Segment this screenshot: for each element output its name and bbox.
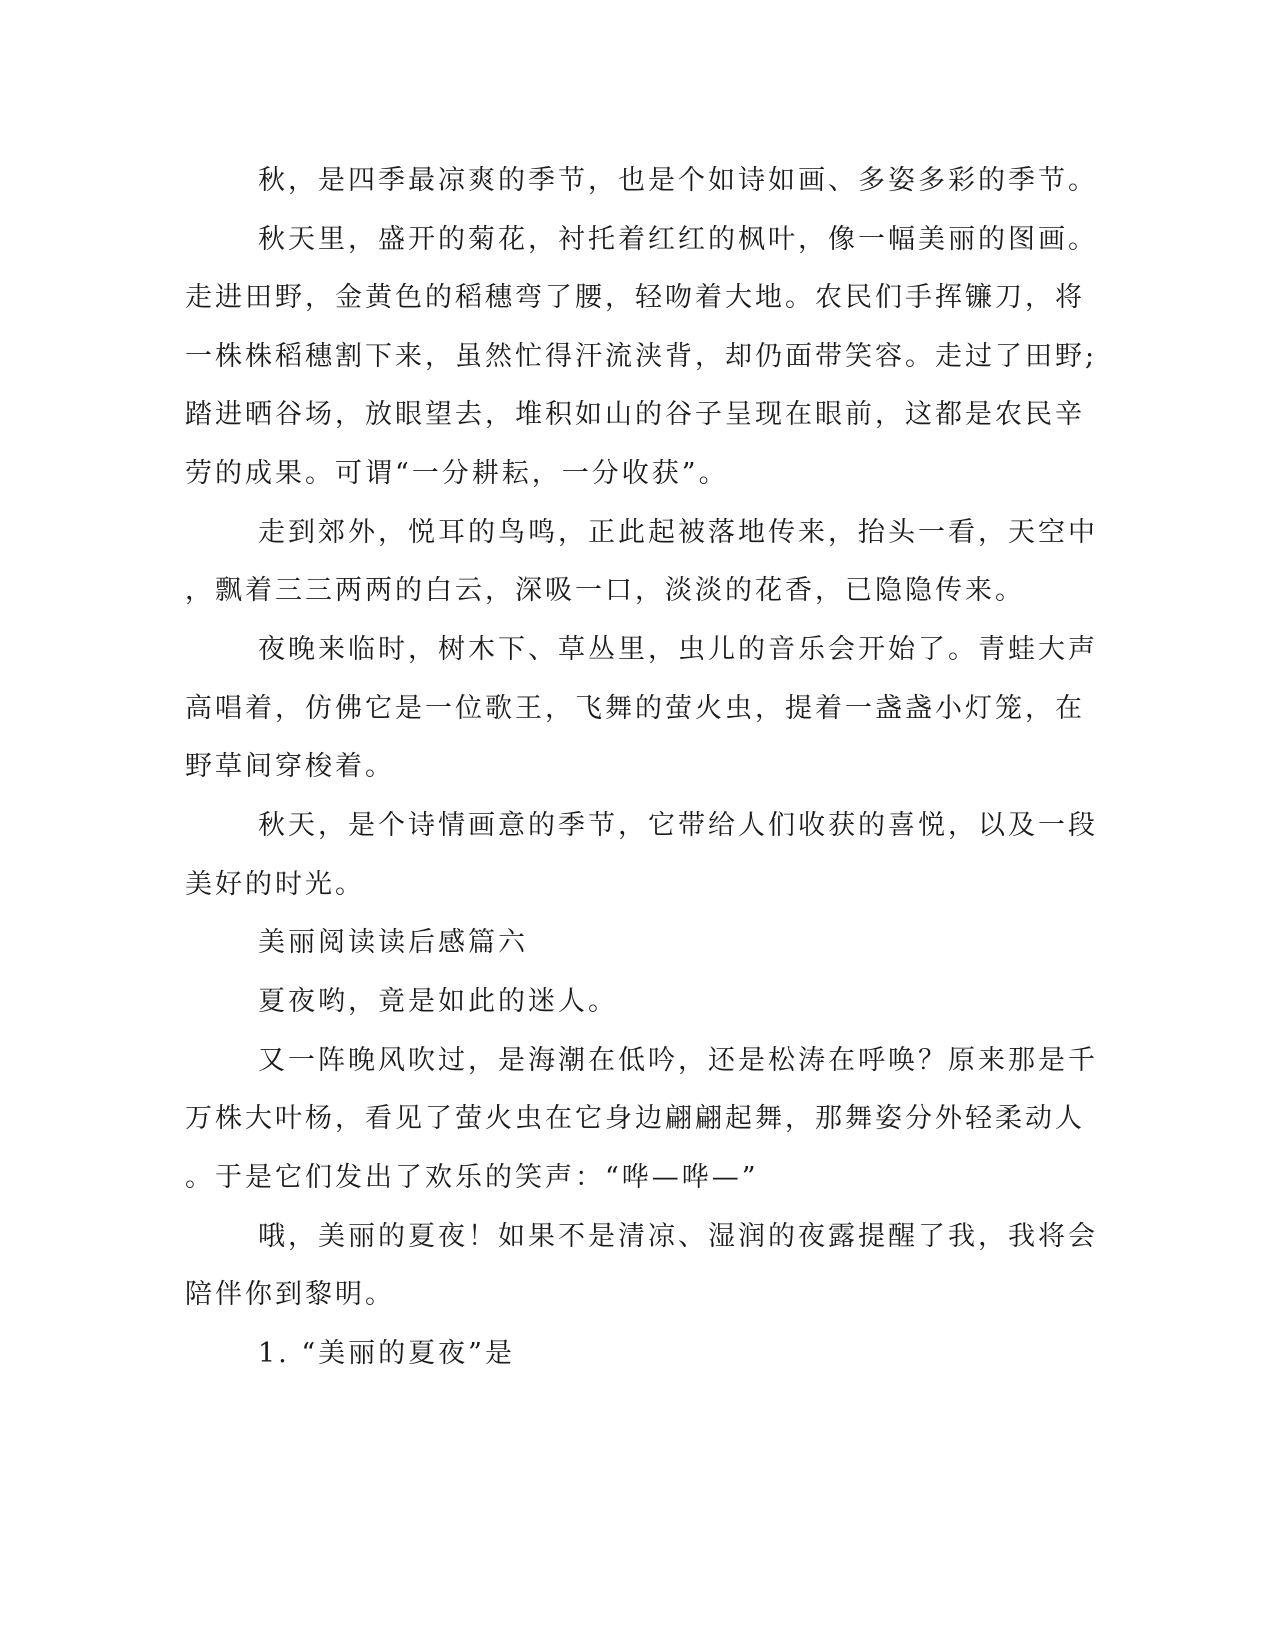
paragraph-line: 走进田野，金黄色的稻穗弯了腰，轻吻着大地。农民们手挥镰刀，将 [185, 282, 1085, 313]
paragraph-line: 秋，是四季最凉爽的季节，也是个如诗如画、多姿多彩的季节。 [258, 165, 1098, 196]
paragraph-line: 陪伴你到黎明。 [185, 1279, 395, 1310]
paragraph-line: 。于是它们发出了欢乐的笑声：“哗—哗—” [185, 1162, 759, 1193]
paragraph-line: 秋天，是个诗情画意的季节，它带给人们收获的喜悦，以及一段 [258, 810, 1098, 841]
paragraph-line: 又一阵晚风吹过，是海潮在低吟，还是松涛在呼唤？原来那是千 [258, 1045, 1098, 1076]
paragraph-line: 万株大叶杨，看见了萤火虫在它身边翩翩起舞，那舞姿分外轻柔动人 [185, 1103, 1085, 1134]
paragraph-line: 夜晚来临时，树木下、草丛里，虫儿的音乐会开始了。青蛙大声 [258, 634, 1098, 665]
paragraph-line: 夏夜哟，竟是如此的迷人。 [258, 986, 618, 1017]
section-heading: 美丽阅读读后感篇六 [258, 927, 528, 958]
paragraph-line: ，飘着三三两两的白云，深吸一口，淡淡的花香，已隐隐传来。 [185, 575, 1025, 606]
paragraph-line: 高唱着，仿佛它是一位歌王，飞舞的萤火虫，提着一盏盏小灯笼，在 [185, 693, 1085, 724]
paragraph-line: 秋天里，盛开的菊花，衬托着红红的枫叶，像一幅美丽的图画。 [258, 224, 1098, 255]
question-line: 1. “美丽的夏夜”是 [258, 1338, 515, 1369]
paragraph-line: 踏进晒谷场，放眼望去，堆积如山的谷子呈现在眼前，这都是农民辛 [185, 399, 1085, 430]
paragraph-line: 野草间穿梭着。 [185, 751, 395, 782]
paragraph-line: 哦，美丽的夏夜！如果不是清凉、湿润的夜露提醒了我，我将会 [258, 1221, 1098, 1252]
paragraph-line: 美好的时光。 [185, 869, 365, 900]
paragraph-line: 劳的成果。可谓“一分耕耘，一分收获”。 [185, 458, 729, 489]
paragraph-line: 一株株稻穗割下来，虽然忙得汗流浃背，却仍面带笑容。走过了田野; [185, 341, 1098, 372]
paragraph-line: 走到郊外，悦耳的鸟鸣，正此起被落地传来，抬头一看，天空中 [258, 517, 1098, 548]
